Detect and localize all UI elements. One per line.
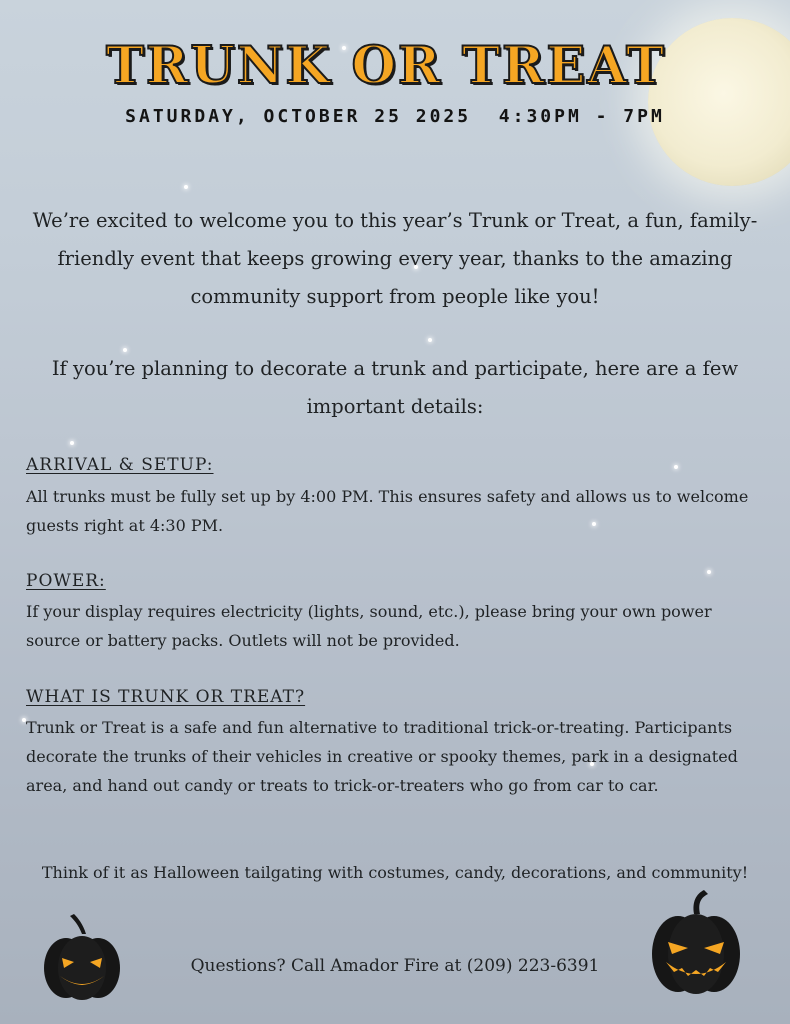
- section-heading-arrival: ARRIVAL & SETUP:: [26, 455, 214, 475]
- section-body-power: If your display requires electricity (lights, sound, etc.), please bring your own power source or battery packs. Outlets will not be provided.: [26, 602, 712, 650]
- page-title: TRUNK OR TREAT: [105, 36, 666, 96]
- event-date-time: SATURDAY, OCTOBER 25 2025 4:30PM - 7PM: [125, 106, 665, 127]
- star-decoration: [70, 441, 74, 445]
- welcome-paragraph: We’re excited to welcome you to this year’s Trunk or Treat, a fun, family-friendly event that keeps growing every year, thanks to the amazing community support from people like you!: [32, 209, 758, 308]
- star-decoration: [428, 338, 432, 342]
- participate-paragraph: If you’re planning to decorate a trunk and participate, here are a few important details:: [51, 357, 739, 418]
- star-decoration: [707, 570, 711, 574]
- section-heading-what-is: WHAT IS TRUNK OR TREAT?: [26, 687, 306, 707]
- closing-paragraph: Think of it as Halloween tailgating with costumes, candy, decorations, and community!: [41, 863, 749, 882]
- contact-line: Questions? Call Amador Fire at (209) 223-6391: [190, 956, 600, 976]
- jack-o-lantern-icon: [40, 914, 124, 1000]
- star-decoration: [674, 465, 678, 469]
- section-body-arrival: All trunks must be fully set up by 4:00 PM. This ensures safety and allows us to welcome guests right at 4:30 PM.: [26, 487, 749, 535]
- section-body-what-is: Trunk or Treat is a safe and fun alternative to traditional trick-or-treating. Participants decorate the trunks of their vehicles in creative or spooky themes, park in a designated area, and hand out candy or treats to trick-or-treaters who go from car to car.: [26, 718, 738, 795]
- star-decoration: [184, 185, 188, 189]
- section-heading-power: POWER:: [26, 571, 106, 591]
- jack-o-lantern-icon: [650, 888, 742, 998]
